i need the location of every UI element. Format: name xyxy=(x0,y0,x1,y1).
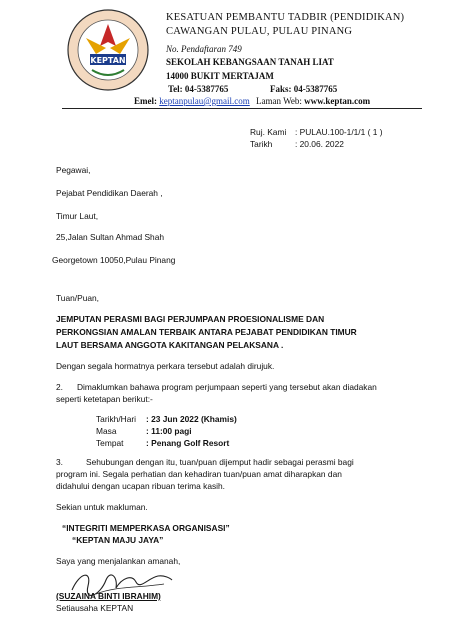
address-line-2: 14000 BUKIT MERTAJAM xyxy=(166,71,274,81)
paragraph-3-line-2: program ini. Segala perhatian dan kehadiran tuan/puan amat diharapkan dan xyxy=(56,469,342,479)
date-value: : 20.06. 2022 xyxy=(295,139,344,149)
detail-time-label: Masa xyxy=(96,426,117,436)
paragraph-3-line-1: Sehubungan dengan itu, tuan/puan dijemput hadir sebagai perasmi bagi xyxy=(86,457,354,467)
recipient-line-5: Georgetown 10050,Pulau Pinang xyxy=(52,255,176,265)
detail-date-value: : 23 Jun 2022 (Khamis) xyxy=(146,414,237,424)
keptan-logo xyxy=(66,8,150,92)
salutation: Tuan/Puan, xyxy=(56,293,99,303)
paragraph-2-line-1: Dimaklumkan bahawa program perjumpaan seperti yang tersebut akan diadakan xyxy=(77,382,377,392)
branch-name: CAWANGAN PULAU, PULAU PINANG xyxy=(166,26,353,37)
svg-text:KEPTAN: KEPTAN xyxy=(90,56,126,65)
detail-venue-value: : Penang Golf Resort xyxy=(146,438,230,448)
signatory-title: Setiausaha KEPTAN xyxy=(56,603,134,613)
web-row xyxy=(256,96,370,106)
motto-line-2: “KEPTAN MAJU JAYA” xyxy=(72,535,164,545)
web-label: Laman Web: xyxy=(256,96,302,106)
header-divider xyxy=(62,108,422,109)
paragraph-2-line-2: seperti ketetapan berikut:- xyxy=(56,394,153,404)
address-line-1: SEKOLAH KEBANGSAAN TANAH LIAT xyxy=(166,57,334,67)
registration-number: No. Pendaftaran 749 xyxy=(166,44,242,54)
recipient-line-1: Pegawai, xyxy=(56,165,91,175)
detail-venue-label: Tempat xyxy=(96,438,124,448)
fax: Faks: 04-5387765 xyxy=(270,84,338,94)
subject-line-2: PERKONGSIAN AMALAN TERBAIK ANTARA PEJABAT PENDIDIKAN TIMUR xyxy=(56,327,357,337)
motto-line-1: “INTEGRITI MEMPERKASA ORGANISASI” xyxy=(62,523,230,533)
email-link[interactable]: keptanpulau@gmail.com xyxy=(159,96,250,106)
paragraph-3-line-3: didahului dengan ucapan ribuan terima kasih. xyxy=(56,481,226,491)
recipient-line-2: Pejabat Pendidikan Daerah , xyxy=(56,188,163,198)
paragraph-1: Dengan segala hormatnya perkara tersebut adalah dirujuk. xyxy=(56,361,275,371)
org-name: KESATUAN PEMBANTU TADBIR (PENDIDIKAN) xyxy=(166,12,405,23)
subject-line-1: JEMPUTAN PERASMI BAGI PERJUMPAAN PROESIONALISME DAN xyxy=(56,314,325,324)
paragraph-3-number: 3. xyxy=(56,457,63,467)
ref-value: : PULAU.100-1/1/1 ( 1 ) xyxy=(295,127,383,137)
sign-off: Saya yang menjalankan amanah, xyxy=(56,556,181,566)
closing-text: Sekian untuk makluman. xyxy=(56,502,148,512)
paragraph-2-number: 2. xyxy=(56,382,63,392)
signatory-name: (SUZAINA BINTI IBRAHIM) xyxy=(56,591,161,601)
email-row xyxy=(134,96,250,106)
subject-line-3: LAUT BERSAMA ANGGOTA KAKITANGAN PELAKSANA . xyxy=(56,340,284,350)
detail-date-label: Tarikh/Hari xyxy=(96,414,137,424)
ref-label: Ruj. Kami xyxy=(250,127,287,137)
recipient-line-3: Timur Laut, xyxy=(56,211,99,221)
detail-time-value: : 11:00 pagi xyxy=(146,426,192,436)
web-address[interactable]: www.keptan.com xyxy=(304,96,371,106)
telephone: Tel: 04-5387765 xyxy=(168,84,229,94)
email-label: Emel: xyxy=(134,96,157,106)
recipient-line-4: 25,Jalan Sultan Ahmad Shah xyxy=(56,232,165,242)
date-label: Tarikh xyxy=(250,139,273,149)
